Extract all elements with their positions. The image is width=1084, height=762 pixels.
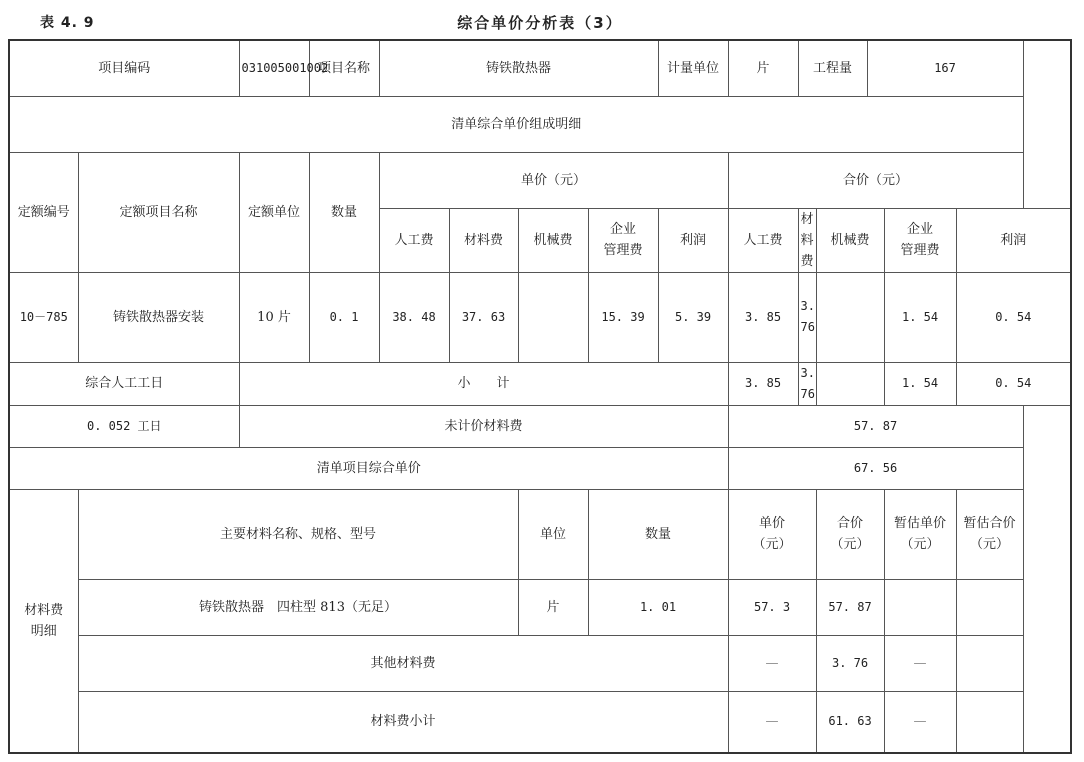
col-u-mgmt: 企业 管理费 <box>588 208 658 272</box>
col-quota-code: 定额编号 <box>9 152 78 272</box>
col-u-machine: 机械费 <box>518 208 588 272</box>
item-name-label: 项目名称 <box>309 40 379 96</box>
col-quantity: 数量 <box>309 152 379 272</box>
table-title: 综合单价分析表（3） <box>457 14 623 32</box>
material-item-name: 铸铁散热器 四柱型 813（无足） <box>78 579 518 635</box>
row-t-machine <box>816 272 884 362</box>
col-t-machine: 机械费 <box>816 208 884 272</box>
material-item-uprice: 57. 3 <box>728 579 816 635</box>
row-u-machine <box>518 272 588 362</box>
row-t-profit: 0. 54 <box>956 272 1071 362</box>
col-material-tprice: 合价 （元） <box>816 489 884 579</box>
col-u-labor: 人工费 <box>379 208 449 272</box>
row-u-material: 37. 63 <box>449 272 518 362</box>
subtotal-labor: 3. 85 <box>728 362 798 405</box>
header-row <box>9 40 1071 96</box>
table-row <box>9 691 1071 753</box>
col-u-material: 材料费 <box>449 208 518 272</box>
subtotal-row <box>9 362 1071 405</box>
row-name: 铸铁散热器安装 <box>78 272 239 362</box>
row-t-material: 3. 76 <box>798 272 816 362</box>
material-item-qty: 1. 01 <box>588 579 728 635</box>
quantity-label: 工程量 <box>798 40 867 96</box>
table-row <box>9 272 1071 362</box>
table-row <box>9 579 1071 635</box>
unpriced-material-value: 57. 87 <box>728 405 1023 447</box>
unpriced-material-label: 未计价材料费 <box>239 405 728 447</box>
row-code: 10－785 <box>9 272 78 362</box>
material-subtotal-est-uprice: — <box>884 691 956 753</box>
subtotal-mgmt: 1. 54 <box>884 362 956 405</box>
col-material-est-uprice: 暂估单价 （元） <box>884 489 956 579</box>
labor-days-value: 0. 052 工日 <box>9 405 239 447</box>
subtotal-machine <box>816 362 884 405</box>
row-qty: 0. 1 <box>309 272 379 362</box>
row-t-labor: 3. 85 <box>728 272 798 362</box>
row-u-labor: 38. 48 <box>379 272 449 362</box>
item-code-value: 031005001002 <box>239 40 309 96</box>
material-item-unit: 片 <box>518 579 588 635</box>
section-title: 清单综合单价组成明细 <box>9 96 1023 152</box>
subtotal-profit: 0. 54 <box>956 362 1071 405</box>
material-subtotal-tprice: 61. 63 <box>816 691 884 753</box>
composite-price-value: 67. 56 <box>728 447 1023 489</box>
item-name-value: 铸铁散热器 <box>379 40 658 96</box>
unit-price-analysis-table <box>8 39 1072 754</box>
col-t-labor: 人工费 <box>728 208 798 272</box>
col-quota-unit: 定额单位 <box>239 152 309 272</box>
material-subtotal-est-tprice <box>956 691 1023 753</box>
col-total-price: 合价（元） <box>728 152 1023 208</box>
material-item-est-tprice <box>956 579 1023 635</box>
col-quota-name: 定额项目名称 <box>78 152 239 272</box>
row-u-profit: 5. 39 <box>658 272 728 362</box>
row-t-mgmt: 1. 54 <box>884 272 956 362</box>
col-t-material: 材料费 <box>798 208 816 272</box>
col-material-unit: 单位 <box>518 489 588 579</box>
row-unit: 10 片 <box>239 272 309 362</box>
other-material-est-uprice: — <box>884 635 956 691</box>
item-code-label: 项目编码 <box>9 40 239 96</box>
row-u-mgmt: 15. 39 <box>588 272 658 362</box>
composite-price-label: 清单项目综合单价 <box>9 447 728 489</box>
subtotal-label: 小 计 <box>239 362 728 405</box>
col-material-qty: 数量 <box>588 489 728 579</box>
col-t-mgmt: 企业 管理费 <box>884 208 956 272</box>
other-material-label: 其他材料费 <box>78 635 728 691</box>
col-u-profit: 利润 <box>658 208 728 272</box>
other-material-tprice: 3. 76 <box>816 635 884 691</box>
material-item-tprice: 57. 87 <box>816 579 884 635</box>
table-number: 表 4. 9 <box>40 15 95 31</box>
labor-days-label: 综合人工工日 <box>9 362 239 405</box>
quantity-value: 167 <box>867 40 1023 96</box>
material-detail-label: 材料费 明细 <box>9 489 78 753</box>
other-material-uprice: — <box>728 635 816 691</box>
material-subtotal-uprice: — <box>728 691 816 753</box>
col-t-profit: 利润 <box>956 208 1071 272</box>
material-item-est-uprice <box>884 579 956 635</box>
other-material-est-tprice <box>956 635 1023 691</box>
col-material-uprice: 单价 （元） <box>728 489 816 579</box>
col-material-est-tprice: 暂估合价 （元） <box>956 489 1023 579</box>
material-subtotal-label: 材料费小计 <box>78 691 728 753</box>
col-material-name: 主要材料名称、规格、型号 <box>78 489 518 579</box>
unit-label: 计量单位 <box>658 40 728 96</box>
unit-value: 片 <box>728 40 798 96</box>
table-row <box>9 635 1071 691</box>
col-unit-price: 单价（元） <box>379 152 728 208</box>
subtotal-material: 3. 76 <box>798 362 816 405</box>
